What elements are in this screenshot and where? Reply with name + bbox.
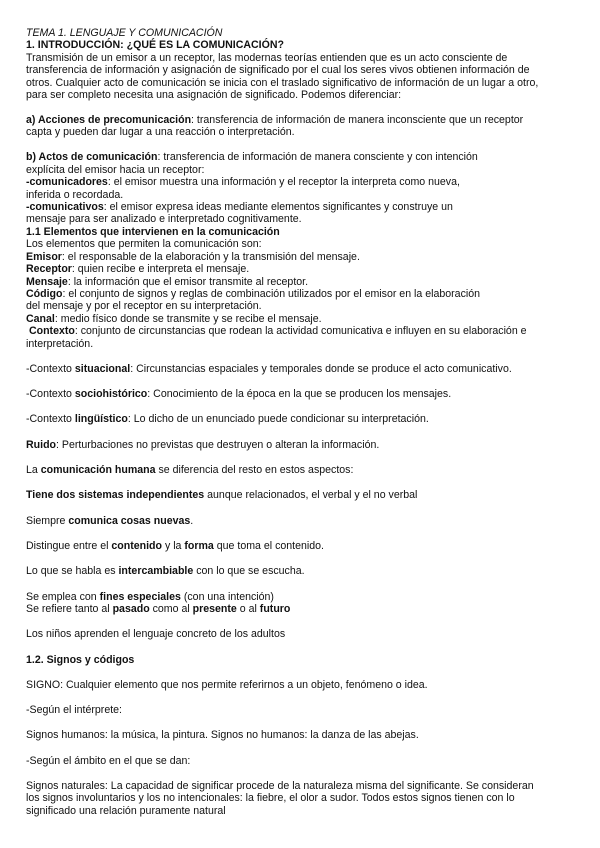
aspect-text: . <box>190 514 194 527</box>
aspect-label-content: contenido <box>111 539 163 552</box>
communication-acts-label: b) Actos de comunicación <box>26 151 158 164</box>
noise-line <box>26 439 582 451</box>
aspect-text: aunque relacionados, el verbal y el no verbal <box>204 489 418 502</box>
context-situational <box>26 363 582 375</box>
context-prefix: -Contexto <box>26 388 75 401</box>
aspect-children: Los niños aprenden el lenguaje concreto de los adultos <box>26 628 286 641</box>
element-contexto-line-2: interpretación. <box>26 337 94 350</box>
natural-signs-line: significado una relación puramente natural <box>26 804 226 817</box>
human-label: comunicación humana <box>40 464 156 477</box>
human-prefix: La <box>26 464 41 477</box>
context-label: lingüístico <box>74 413 128 426</box>
canal-text: : medio físico donde se transmite y se recibe el mensaje. <box>54 312 322 325</box>
aspect-prefix: Siempre <box>26 514 69 527</box>
context-sociohistorical <box>26 388 582 400</box>
by-scope: -Según el ámbito en el que se dan: <box>26 754 191 767</box>
section-1-heading: 1. INTRODUCCIÓN: ¿QUÉ ES LA COMUNICACIÓN? <box>26 39 284 52</box>
intro-line: para ser completo necesita una asignación de significado. Podemos diferenciar: <box>26 89 402 102</box>
human-communication-line <box>26 464 582 476</box>
aspect-label-present: presente <box>192 602 237 615</box>
codigo-text: : el conjunto de signos y reglas de combinación utilizados por el emisor en la elaboración <box>62 287 481 300</box>
communication-acts-text: : transferencia de información de manera consciente y con intención <box>157 151 478 164</box>
element-mensaje <box>26 276 582 288</box>
communicators-line-2: inferida o recordada. <box>26 188 124 201</box>
communicative-text: : el emisor expresa ideas mediante elementos significantes y construye un <box>103 201 453 214</box>
codigo-label: Código <box>26 287 63 300</box>
aspect-new-things <box>26 515 582 527</box>
elements-heading: 1.1 Elementos que intervienen en la comunicación <box>26 225 280 238</box>
communicators-text: : el emisor muestra una información y el receptor la interpreta como nueva, <box>107 176 460 189</box>
communicators-label: -comunicadores <box>26 176 108 189</box>
context-label: situacional <box>74 362 131 375</box>
element-emisor <box>26 251 582 263</box>
precommunication-text: : transferencia de información de manera inconsciente que un receptor <box>191 114 524 127</box>
mensaje-label: Mensaje <box>26 275 68 288</box>
aspect-label: intercambiable <box>118 565 194 578</box>
by-interpreter: -Según el intérprete: <box>26 704 122 717</box>
aspect-prefix: Se refiere tanto al <box>26 602 113 615</box>
aspect-prefix: Lo que se habla es <box>26 565 119 578</box>
aspect-time-reference <box>26 603 582 615</box>
aspect-mid: como al <box>149 602 193 615</box>
context-linguistic <box>26 413 582 425</box>
aspect-text: con lo que se escucha. <box>193 565 305 578</box>
aspect-mid: y la <box>162 539 185 552</box>
intro-line: transferencia de información y asignación de significado por el cual los seres vivos obtienen información de <box>26 64 530 77</box>
receptor-label: Receptor <box>26 263 72 276</box>
sign-definition: SIGNO: Cualquier elemento que nos permite referirnos a un objeto, fenómeno o idea. <box>26 678 428 691</box>
context-text: : Circunstancias espaciales y temporales donde se produce el acto comunicativo. <box>130 362 512 375</box>
aspect-text: que toma el contenido. <box>213 539 324 552</box>
mensaje-text: : la información que el emisor transmite al receptor. <box>67 275 309 288</box>
topic-title: TEMA 1. LENGUAJE Y COMUNICACIÓN <box>26 27 223 39</box>
noise-text: : Perturbaciones no previstas que destruyen o alteran la información. <box>56 438 380 451</box>
aspect-mid: o al <box>236 602 260 615</box>
contexto-label: Contexto <box>26 325 75 338</box>
context-label: sociohistórico <box>74 388 148 401</box>
emisor-text: : el responsable de la elaboración y la transmisión del mensaje. <box>61 250 360 263</box>
emisor-label: Emisor <box>26 250 62 263</box>
aspect-content-form <box>26 540 582 552</box>
human-text: se diferencia del resto en estos aspectos: <box>155 464 354 477</box>
signs-heading: 1.2. Signos y códigos <box>26 653 135 666</box>
aspect-prefix: Se emplea con <box>26 590 100 603</box>
natural-signs-line: los signos involuntarios y los no intencionales: la fiebre, el olor a sudor. Todos estos signos tienen con lo <box>26 792 515 805</box>
aspect-label: comunica cosas nuevas <box>68 514 191 527</box>
aspect-interchangeable <box>26 565 582 577</box>
precommunication-line-2: capta y pueden dar lugar a una reacción o interpretación. <box>26 126 295 139</box>
communicative-line-2: mensaje para ser analizado e interpretado cognitivamente. <box>26 213 302 226</box>
communicators-line <box>26 176 582 188</box>
canal-label: Canal <box>26 312 55 325</box>
aspect-label-form: forma <box>184 539 214 552</box>
communication-acts-line-2: explícita del emisor hacia un receptor: <box>26 163 205 176</box>
elements-intro: Los elementos que permiten la comunicación son: <box>26 238 262 251</box>
element-codigo-line-2: del mensaje y por el receptor en su interpretación. <box>26 300 262 313</box>
precommunication-line <box>26 114 582 126</box>
precommunication-label: a) Acciones de precomunicación <box>26 114 192 127</box>
aspect-text: (con una intención) <box>180 590 274 603</box>
element-receptor <box>26 263 582 275</box>
context-prefix: -Contexto <box>26 362 75 375</box>
intro-line: otros. Cualquier acto de comunicación se inicia con el traslado significativo de información de un lugar a otro, <box>26 76 539 89</box>
element-codigo <box>26 288 582 300</box>
element-canal <box>26 313 582 325</box>
interpreter-examples: Signos humanos: la música, la pintura. Signos no humanos: la danza de las abejas. <box>26 729 419 742</box>
noise-label: Ruido <box>26 438 57 451</box>
intro-line: Transmisión de un emisor a un receptor, las modernas teorías entienden que es un acto consciente de <box>26 51 508 64</box>
document-page <box>26 27 582 817</box>
contexto-text: : conjunto de circunstancias que rodean la actividad comunicativa e influyen en su elaboración e <box>74 325 527 338</box>
natural-signs-line: Signos naturales: La capacidad de significar procede de la naturaleza misma del significante. Se consideran <box>26 779 534 792</box>
aspect-two-systems <box>26 489 582 501</box>
communication-acts-line <box>26 151 582 163</box>
aspect-special-purposes <box>26 591 582 603</box>
aspect-prefix: Distingue entre el <box>26 539 112 552</box>
aspect-label-past: pasado <box>112 602 150 615</box>
aspect-label: Tiene dos sistemas independientes <box>26 489 205 502</box>
context-prefix: -Contexto <box>26 413 75 426</box>
context-text: : Conocimiento de la época en la que se producen los mensajes. <box>147 388 452 401</box>
communicative-line <box>26 201 582 213</box>
receptor-text: : quien recibe e interpreta el mensaje. <box>71 263 250 276</box>
aspect-label-future: futuro <box>259 602 291 615</box>
element-contexto <box>26 325 582 337</box>
communicative-label: -comunicativos <box>26 201 104 214</box>
aspect-label: fines especiales <box>99 590 181 603</box>
context-text: : Lo dicho de un enunciado puede condicionar su interpretación. <box>127 413 429 426</box>
